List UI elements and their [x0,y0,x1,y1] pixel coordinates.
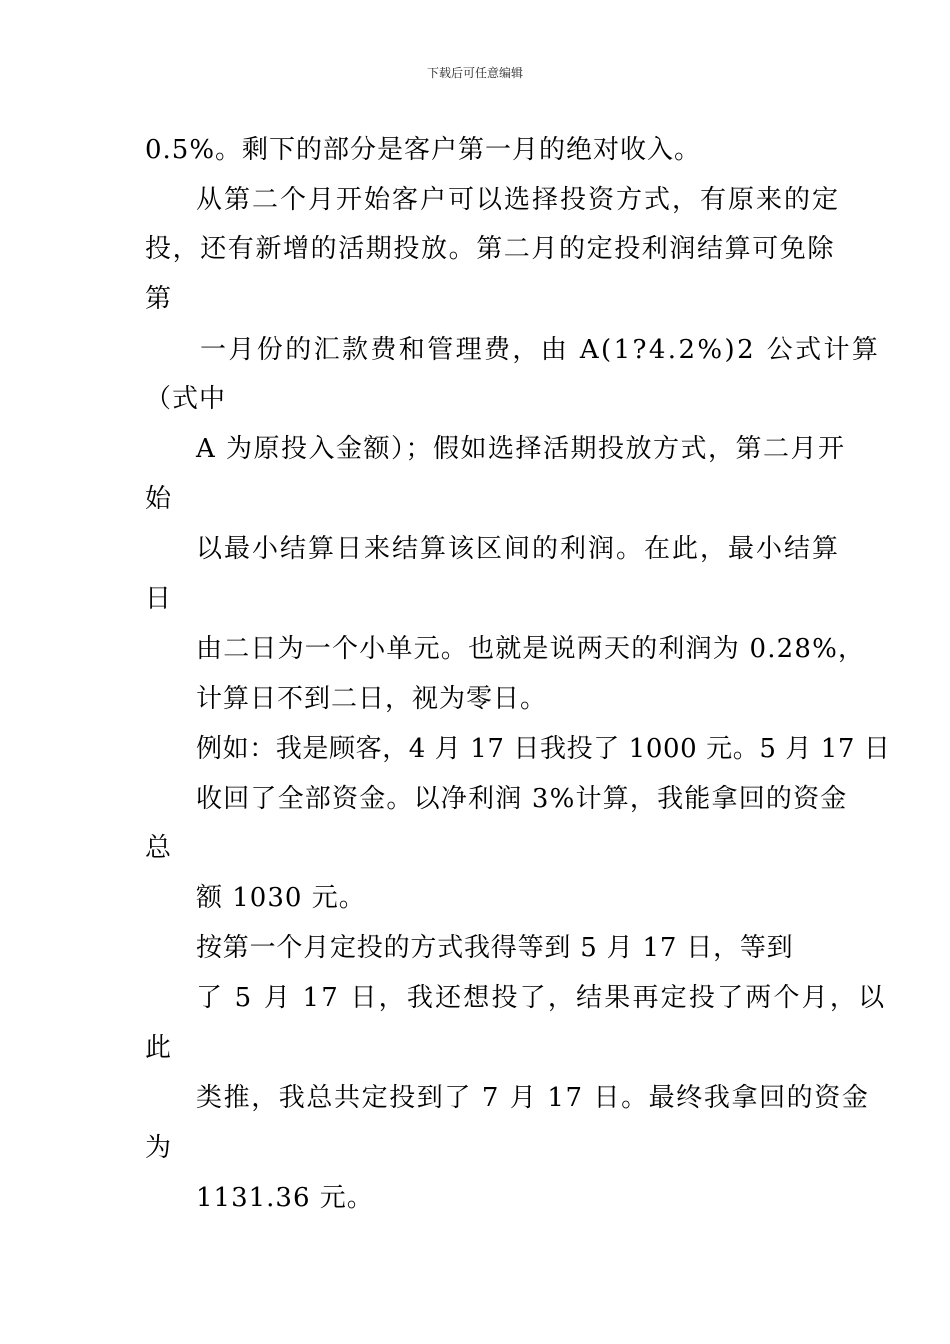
text-line: 总 [145,833,173,863]
text-line: 为 [145,1133,173,1163]
text-line: 投，还有新增的活期投放。第二月的定投利润结算可免除 [145,234,836,264]
text-line: 1131.36 元。 [196,1183,374,1213]
text-line: 此 [145,1033,173,1063]
text-line: 例如：我是顾客，4 月 17 日我投了 1000 元。5 月 17 日 [196,734,891,764]
text-line: 始 [145,484,173,514]
text-line: A 为原投入金额）；假如选择活期投放方式，第二月开 [196,434,846,464]
text-line: 从第二个月开始客户可以选择投资方式，有原来的定 [196,185,841,215]
text-line: 一月份的汇款费和管理费，由 A(1?4.2%)2 公式计算 [200,335,881,365]
page-header: 下载后可任意编辑 [426,66,523,80]
text-line: 日 [145,584,173,614]
text-line: 计算日不到二日，视为零日。 [196,684,548,714]
text-line: 由二日为一个小单元。也就是说两天的利润为 0.28%， [196,634,866,664]
text-line: 第 [145,284,173,314]
text-line: 0.5%。剩下的部分是客户第一月的绝对收入。 [145,135,702,165]
text-line: 了 5 月 17 日，我还想投了，结果再定投了两个月，以 [196,983,887,1013]
text-line: 类推，我总共定投到了 7 月 17 日。最终我拿回的资金 [196,1083,870,1113]
text-line: 以最小结算日来结算该区间的利润。在此，最小结算 [196,534,841,564]
text-line: 收回了全部资金。以净利润 3%计算，我能拿回的资金 [196,784,848,814]
text-line: 额 1030 元。 [196,883,366,913]
text-line: （式中 [145,384,227,414]
text-line: 按第一个月定投的方式我得等到 5 月 17 日，等到 [196,933,794,963]
